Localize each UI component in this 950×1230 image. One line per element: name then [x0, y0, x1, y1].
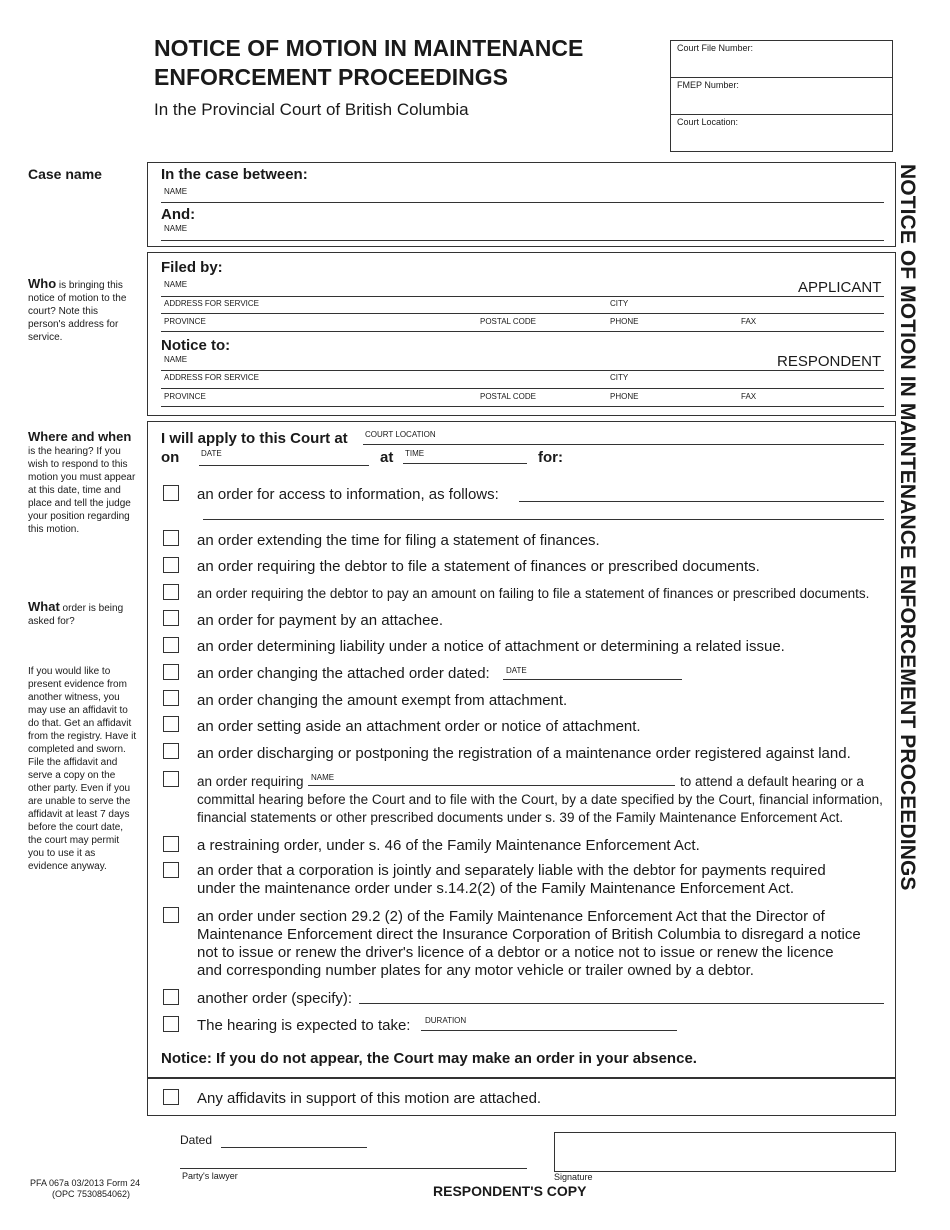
hearing-duration-checkbox[interactable]: [163, 1016, 179, 1032]
court-location-field[interactable]: Court Location:: [677, 117, 739, 127]
another-order-checkbox[interactable]: [163, 989, 179, 1005]
on-label: on: [161, 449, 180, 466]
respondents-copy-label: RESPONDENT'S COPY: [433, 1183, 587, 1199]
date-caption: DATE: [506, 666, 527, 675]
phone-caption: PHONE: [610, 317, 639, 326]
corp-line-1: an order that a corporation is jointly and separately liable with the debtor for payments required: [197, 862, 826, 879]
access-detail-input-2[interactable]: [203, 519, 884, 520]
postal-caption: POSTAL CODE: [480, 317, 537, 326]
name-caption: NAME: [164, 187, 188, 196]
party2-name-field[interactable]: [161, 240, 884, 241]
signature-box[interactable]: [554, 1132, 896, 1172]
change-order-checkbox[interactable]: [163, 664, 179, 680]
who-help: Who is bringing this notice of motion to the court? Note this person's address for service.: [28, 276, 127, 343]
name-caption: NAME: [164, 224, 188, 233]
access-checkbox[interactable]: [163, 485, 179, 501]
page-subtitle: In the Provincial Court of British Columbia: [154, 100, 469, 119]
between-label: In the case between:: [161, 166, 308, 183]
corp-line-2: under the maintenance order under s.14.2(2) of the Family Maintenance Enforcement Act.: [197, 880, 794, 897]
respondent-name-field[interactable]: [161, 370, 884, 371]
icbc-line-3: not to issue or renew the driver's licence of a debtor or a notice not to issue or renew the licence: [197, 944, 834, 961]
fax-caption: FAX: [741, 392, 757, 401]
lawyer-signature-line[interactable]: [180, 1168, 527, 1169]
icbc-line-4: and corresponding number plates for any motor vehicle or trailer owned by a debtor.: [197, 962, 754, 979]
fax-caption: FAX: [741, 317, 757, 326]
dated-input[interactable]: [221, 1147, 367, 1148]
where-when-help: Where and when is the hearing? If you wish to respond to this motion you must appear at this date, time and place and tell the judge your position regarding this motion.: [28, 429, 136, 535]
date-caption: DATE: [201, 449, 222, 458]
signature-caption: Signature: [554, 1172, 593, 1182]
require-file-checkbox[interactable]: [163, 557, 179, 573]
name-caption: NAME: [164, 280, 188, 289]
option-require-file: an order requiring the debtor to file a statement of finances or prescribed documents.: [197, 558, 760, 575]
city-caption: CITY: [610, 299, 629, 308]
and-label: And:: [161, 206, 196, 223]
hearing-time-input[interactable]: [403, 463, 527, 464]
respondent-address-field[interactable]: [161, 388, 884, 389]
court-file-number-field[interactable]: Court File Number:: [671, 41, 892, 78]
option-access: an order for access to information, as follows:: [197, 486, 499, 503]
option-require-attend-line3: financial statements or other prescribed documents under s. 39 of the Family Maintenance Enforcement Act.: [197, 810, 844, 825]
dated-label: Dated: [180, 1133, 213, 1147]
title-line-1: NOTICE OF MOTION IN MAINTENANCE: [154, 35, 584, 61]
court-location-input[interactable]: [363, 444, 884, 445]
opc-number: (OPC 7530854062): [52, 1189, 131, 1199]
icbc-line-2: Maintenance Enforcement direct the Insurance Corporation of British Columbia to disregard a notice: [197, 926, 861, 943]
address-caption: ADDRESS FOR SERVICE: [164, 299, 259, 308]
province-caption: PROVINCE: [164, 392, 206, 401]
attachee-checkbox[interactable]: [163, 610, 179, 626]
icbc-line-1: an order under section 29.2 (2) of the Family Maintenance Enforcement Act that the Director of: [197, 908, 825, 925]
affidavits-checkbox[interactable]: [163, 1089, 179, 1105]
option-liability: an order determining liability under a notice of attachment or determining a related issue.: [197, 638, 785, 655]
option-change-order: an order changing the attached order dated:: [197, 665, 490, 682]
party1-name-field[interactable]: [161, 202, 884, 203]
option-extend-time: an order extending the time for filing a statement of finances.: [197, 532, 600, 549]
affidavit-help: If you would like to present evidence from another witness, you may use an affidavit to do that. Get an affidavit from the registry. Have it completed and sworn. File the affidavit and serve a copy on the other party. Even if you are unable to serve the affidavit at least 7 days before the court date, the court may permit you to use it as evidence anyway.: [28, 666, 137, 872]
absence-notice: Notice: If you do not appear, the Court may make an order in your absence.: [161, 1050, 697, 1067]
affidavits-text: Any affidavits in support of this motion are attached.: [197, 1090, 542, 1107]
option-icbc: [197, 908, 887, 980]
hearing-duration-input[interactable]: [421, 1030, 677, 1031]
respondent-contact-field[interactable]: [161, 406, 884, 407]
access-detail-input[interactable]: [519, 501, 884, 502]
province-caption: PROVINCE: [164, 317, 206, 326]
time-caption: TIME: [405, 449, 425, 458]
option-discharge: an order discharging or postponing the registration of a maintenance order registered against land.: [197, 745, 851, 762]
what-help: What order is being asked for?: [28, 599, 124, 627]
phone-caption: PHONE: [610, 392, 639, 401]
applicant-name-field[interactable]: [161, 296, 884, 297]
partys-lawyer-caption: Party's lawyer: [182, 1171, 238, 1181]
duration-caption: DURATION: [425, 1016, 467, 1025]
case-name-heading: Case name: [28, 166, 102, 182]
option-require-attend-suffix: to attend a default hearing or a: [680, 774, 864, 789]
require-attend-checkbox[interactable]: [163, 771, 179, 787]
option-require-attend-prefix: an order requiring: [197, 774, 304, 789]
option-set-aside: an order setting aside an attachment order or notice of attachment.: [197, 718, 641, 735]
respondent-label: RESPONDENT: [777, 353, 882, 370]
icbc-checkbox[interactable]: [163, 907, 179, 923]
name-caption: NAME: [311, 773, 335, 782]
option-restraining: a restraining order, under s. 46 of the Family Maintenance Enforcement Act.: [197, 837, 700, 854]
attached-order-date-input[interactable]: [503, 679, 682, 680]
city-caption: CITY: [610, 373, 629, 382]
another-order-input[interactable]: [359, 1003, 884, 1004]
fmep-number-field[interactable]: FMEP Number:: [671, 78, 892, 115]
postal-caption: POSTAL CODE: [480, 392, 537, 401]
title-line-2: ENFORCEMENT PROCEEDINGS: [154, 64, 508, 90]
extend-time-checkbox[interactable]: [163, 530, 179, 546]
discharge-checkbox[interactable]: [163, 743, 179, 759]
option-exempt: an order changing the amount exempt from attachment.: [197, 692, 568, 709]
court-location-caption: COURT LOCATION: [365, 430, 436, 439]
attend-name-input[interactable]: [308, 785, 675, 786]
corporation-checkbox[interactable]: [163, 862, 179, 878]
file-info-box: [670, 40, 893, 152]
notice-to-label: Notice to:: [161, 337, 231, 354]
option-require-attend-line2: committal hearing before the Court and to file with the Court, by a date specified by the Court, financial information,: [197, 792, 883, 807]
applicant-contact-field[interactable]: [161, 331, 884, 332]
option-hearing-duration: The hearing is expected to take:: [197, 1017, 411, 1034]
restraining-checkbox[interactable]: [163, 836, 179, 852]
filed-by-label: Filed by:: [161, 259, 223, 276]
vertical-title: NOTICE OF MOTION IN MAINTENANCE ENFORCEMENT PROCEEDINGS: [896, 164, 919, 891]
option-another: another order (specify):: [197, 990, 353, 1007]
page-title: [154, 34, 654, 92]
at-label: at: [380, 449, 394, 466]
exempt-checkbox[interactable]: [163, 690, 179, 706]
hearing-date-input[interactable]: [199, 465, 369, 466]
for-label: for:: [538, 449, 563, 466]
applicant-label: APPLICANT: [798, 279, 882, 296]
applicant-address-field[interactable]: [161, 313, 884, 314]
option-attachee: an order for payment by an attachee.: [197, 612, 443, 629]
require-pay-checkbox[interactable]: [163, 584, 179, 600]
apply-label: I will apply to this Court at: [161, 430, 348, 447]
set-aside-checkbox[interactable]: [163, 716, 179, 732]
form-id: PFA 067a 03/2013 Form 24: [30, 1178, 141, 1188]
option-corporation: [197, 862, 887, 898]
option-require-pay: an order requiring the debtor to pay an amount on failing to file a statement of finances or prescribed documents.: [197, 586, 870, 601]
liability-checkbox[interactable]: [163, 637, 179, 653]
address-caption: ADDRESS FOR SERVICE: [164, 373, 259, 382]
name-caption: NAME: [164, 355, 188, 364]
